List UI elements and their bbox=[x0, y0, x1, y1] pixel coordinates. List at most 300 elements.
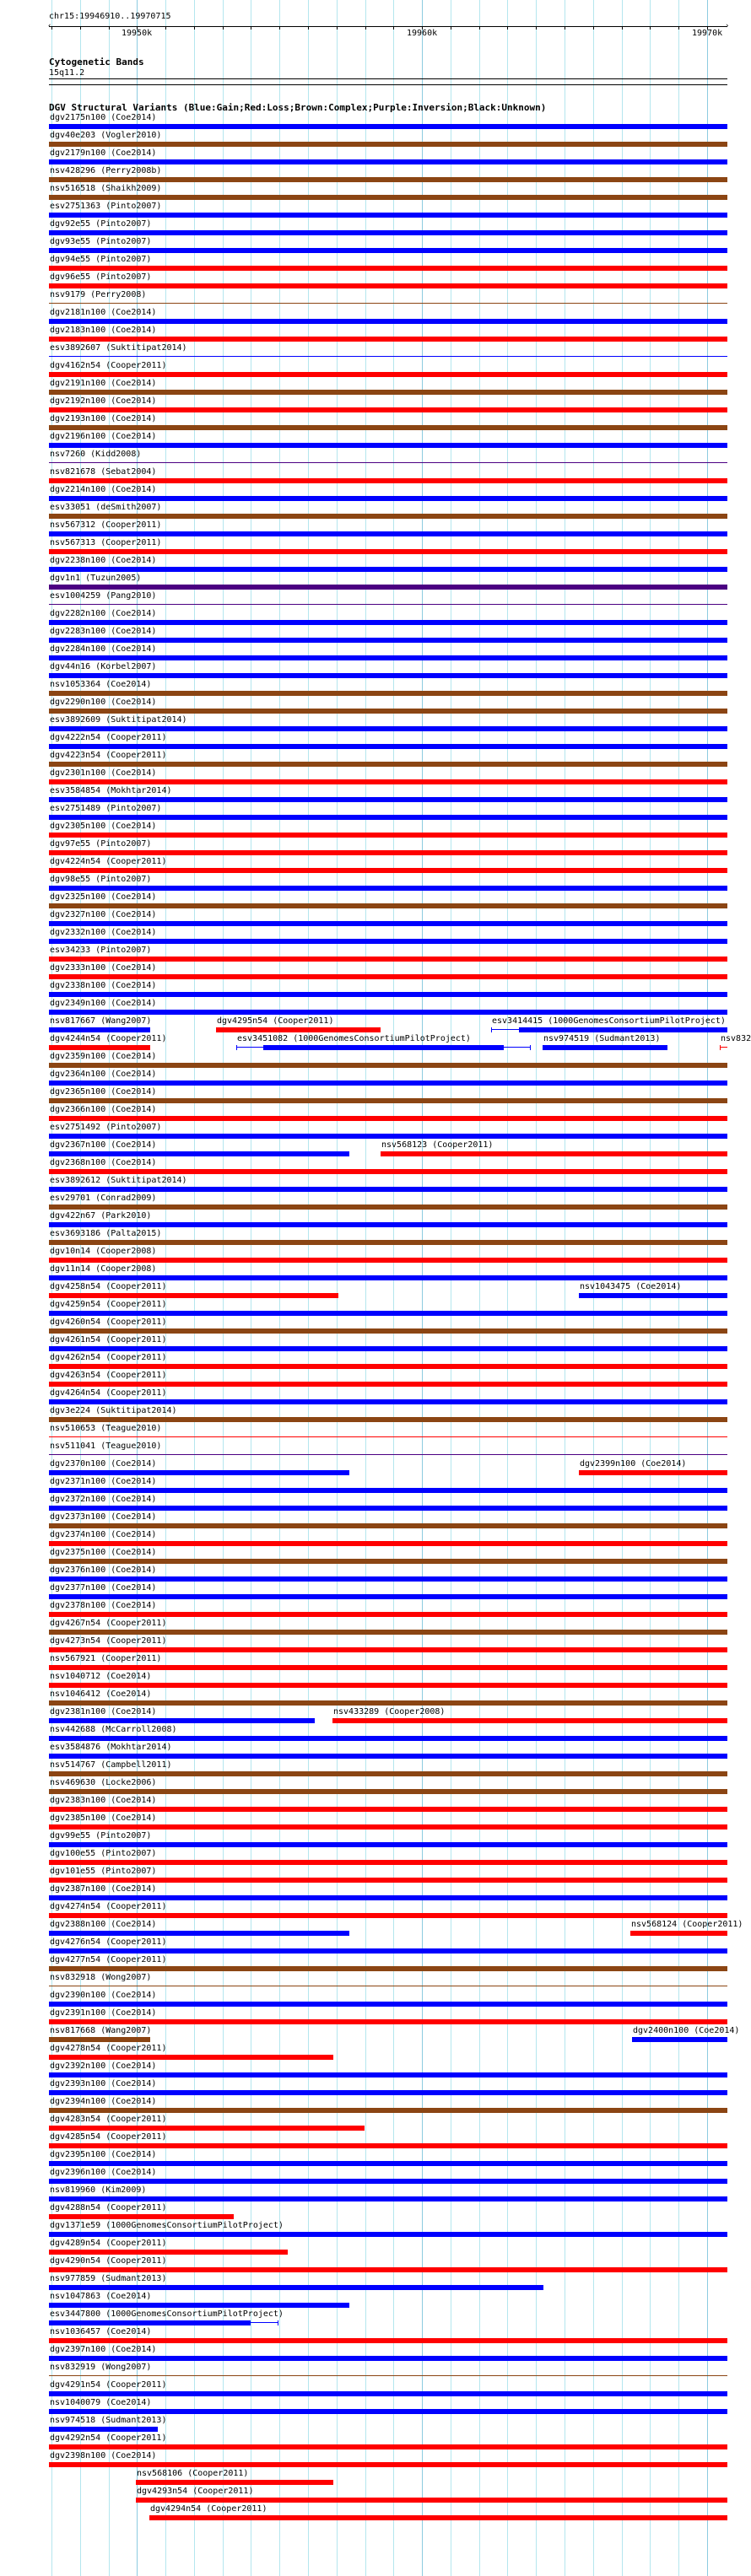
sv-feature-line[interactable] bbox=[49, 303, 727, 304]
sv-feature-bar[interactable] bbox=[49, 1630, 727, 1635]
sv-feature-bar[interactable] bbox=[49, 2232, 727, 2237]
cytoband-label[interactable]: 15q11.2 bbox=[49, 68, 85, 78]
sv-feature-label[interactable]: dgv4294n54 (Cooper2011) bbox=[150, 2504, 267, 2514]
sv-feature-bar[interactable] bbox=[49, 2126, 365, 2131]
sv-feature-label[interactable]: dgv2368n100 (Coe2014) bbox=[50, 1158, 157, 1167]
sv-feature-label[interactable]: dgv2381n100 (Coe2014) bbox=[50, 1707, 157, 1716]
sv-feature-label[interactable]: nsv469630 (Locke2006) bbox=[50, 1778, 157, 1787]
sv-feature-line[interactable] bbox=[49, 1454, 727, 1455]
sv-feature-label[interactable]: dgv2333n100 (Coe2014) bbox=[50, 963, 157, 973]
sv-feature-bar[interactable] bbox=[49, 1736, 727, 1741]
sv-feature-bar[interactable] bbox=[49, 974, 727, 979]
sv-feature-label[interactable]: nsv567313 (Cooper2011) bbox=[50, 538, 162, 547]
sv-feature-label[interactable]: dgv2393n100 (Coe2014) bbox=[50, 2079, 157, 2088]
sv-feature-bar[interactable] bbox=[49, 1718, 315, 1723]
sv-feature-bar[interactable] bbox=[49, 1134, 727, 1139]
sv-feature-label[interactable]: dgv4292n54 (Cooper2011) bbox=[50, 2433, 167, 2443]
sv-feature-label[interactable]: dgv1n1 (Tuzun2005) bbox=[50, 574, 142, 583]
sv-feature-label[interactable]: dgv98e55 (Pinto2007) bbox=[50, 875, 152, 884]
sv-feature-label[interactable]: esv3892612 (Suktitipat2014) bbox=[50, 1176, 187, 1185]
sv-feature-bar[interactable] bbox=[49, 1842, 727, 1847]
sv-feature-label[interactable]: dgv4260n54 (Cooper2011) bbox=[50, 1318, 167, 1327]
sv-feature-bar[interactable] bbox=[49, 2037, 150, 2042]
sv-feature-label[interactable]: dgv2377n100 (Coe2014) bbox=[50, 1583, 157, 1592]
sv-feature-bar[interactable] bbox=[49, 1364, 727, 1369]
sv-feature-line[interactable] bbox=[49, 462, 727, 463]
sv-feature-label[interactable]: dgv2214n100 (Coe2014) bbox=[50, 485, 157, 494]
sv-feature-line[interactable] bbox=[720, 1047, 727, 1048]
sv-feature-label[interactable]: esv3414415 (1000GenomesConsortiumPilotProject) bbox=[492, 1016, 726, 1026]
sv-feature-bar[interactable] bbox=[49, 762, 727, 767]
sv-feature-bar[interactable] bbox=[49, 2409, 727, 2414]
sv-feature-label[interactable]: dgv2359n100 (Coe2014) bbox=[50, 1052, 157, 1061]
sv-feature-label[interactable]: dgv4258n54 (Cooper2011) bbox=[50, 1282, 167, 1291]
sv-feature-label[interactable]: nsv433289 (Cooper2008) bbox=[333, 1707, 446, 1716]
sv-feature-bar[interactable] bbox=[49, 726, 727, 731]
sv-feature-bar[interactable] bbox=[49, 1647, 727, 1652]
sv-feature-bar[interactable] bbox=[49, 195, 727, 200]
sv-feature-label[interactable]: dgv3e224 (Suktitipat2014) bbox=[50, 1406, 177, 1415]
sv-feature-bar[interactable] bbox=[49, 2196, 727, 2201]
sv-feature-label[interactable]: nsv1053364 (Coe2014) bbox=[50, 680, 152, 689]
sv-feature-label[interactable]: nsv567921 (Cooper2011) bbox=[50, 1654, 162, 1663]
sv-feature-label[interactable]: dgv2305n100 (Coe2014) bbox=[50, 822, 157, 831]
sv-feature-bar[interactable] bbox=[49, 230, 727, 235]
sv-feature-label[interactable]: dgv4285n54 (Cooper2011) bbox=[50, 2132, 167, 2142]
sv-feature-label[interactable]: dgv2290n100 (Coe2014) bbox=[50, 698, 157, 707]
sv-feature-bar[interactable] bbox=[49, 992, 727, 997]
sv-feature-bar[interactable] bbox=[543, 1045, 667, 1050]
sv-feature-line[interactable] bbox=[49, 356, 727, 357]
sv-feature-label[interactable]: nsv819960 (Kim2009) bbox=[50, 2185, 147, 2195]
sv-feature-bar[interactable] bbox=[632, 2037, 727, 2042]
sv-feature-bar[interactable] bbox=[49, 2427, 158, 2432]
sv-feature-label[interactable]: nsv1043475 (Coe2014) bbox=[580, 1282, 682, 1291]
scroll-left-arrow-icon[interactable]: ‹ bbox=[47, 22, 52, 30]
sv-feature-label[interactable]: dgv96e55 (Pinto2007) bbox=[50, 272, 152, 282]
sv-feature-end-cap[interactable] bbox=[720, 1045, 721, 1050]
sv-feature-label[interactable]: esv2751489 (Pinto2007) bbox=[50, 804, 162, 813]
sv-feature-label[interactable]: dgv1371e59 (1000GenomesConsortiumPilotProject) bbox=[50, 2221, 284, 2230]
sv-feature-bar[interactable] bbox=[149, 2515, 727, 2520]
sv-feature-bar[interactable] bbox=[49, 673, 727, 678]
sv-feature-bar[interactable] bbox=[49, 744, 727, 749]
sv-feature-bar[interactable] bbox=[49, 2250, 288, 2255]
sv-feature-bar[interactable] bbox=[49, 2108, 727, 2113]
sv-feature-bar[interactable] bbox=[49, 1488, 727, 1493]
sv-feature-bar[interactable] bbox=[49, 655, 727, 660]
sv-feature-bar[interactable] bbox=[49, 1948, 727, 1954]
sv-feature-bar[interactable] bbox=[49, 567, 727, 572]
sv-feature-label[interactable]: nsv516518 (Shaikh2009) bbox=[50, 184, 162, 193]
sv-feature-label[interactable]: dgv2365n100 (Coe2014) bbox=[50, 1087, 157, 1097]
sv-feature-label[interactable]: dgv93e55 (Pinto2007) bbox=[50, 237, 152, 246]
sv-feature-bar[interactable] bbox=[49, 2303, 349, 2308]
sv-feature-bar[interactable] bbox=[579, 1470, 727, 1475]
sv-feature-bar[interactable] bbox=[49, 1576, 727, 1582]
sv-feature-label[interactable]: dgv2367n100 (Coe2014) bbox=[50, 1140, 157, 1150]
sv-feature-label[interactable]: esv2751363 (Pinto2007) bbox=[50, 202, 162, 211]
sv-feature-bar[interactable] bbox=[49, 1116, 727, 1121]
sv-feature-label[interactable]: dgv2371n100 (Coe2014) bbox=[50, 1477, 157, 1486]
sv-feature-bar[interactable] bbox=[332, 1718, 727, 1723]
sv-feature-label[interactable]: dgv4223n54 (Cooper2011) bbox=[50, 751, 167, 760]
sv-feature-bar[interactable] bbox=[49, 443, 727, 448]
sv-feature-bar[interactable] bbox=[49, 1895, 727, 1900]
sv-feature-label[interactable]: dgv2183n100 (Coe2014) bbox=[50, 326, 157, 335]
sv-feature-bar[interactable] bbox=[49, 833, 727, 838]
sv-feature-label[interactable]: nsv1040079 (Coe2014) bbox=[50, 2398, 152, 2407]
sv-feature-bar[interactable] bbox=[49, 337, 727, 342]
sv-feature-bar[interactable] bbox=[49, 1541, 727, 1546]
sv-feature-label[interactable]: dgv4261n54 (Cooper2011) bbox=[50, 1335, 167, 1345]
sv-feature-bar[interactable] bbox=[49, 1240, 727, 1245]
sv-feature-label[interactable]: nsv7260 (Kidd2008) bbox=[50, 450, 142, 459]
sv-feature-label[interactable]: dgv2383n100 (Coe2014) bbox=[50, 1796, 157, 1805]
sv-feature-label[interactable]: dgv2390n100 (Coe2014) bbox=[50, 1991, 157, 2000]
sv-feature-label[interactable]: dgv4278n54 (Cooper2011) bbox=[50, 2044, 167, 2053]
sv-feature-label[interactable]: dgv2400n100 (Coe2014) bbox=[633, 2026, 740, 2035]
sv-feature-label[interactable]: dgv4274n54 (Cooper2011) bbox=[50, 1902, 167, 1911]
sv-feature-label[interactable]: nsv510653 (Teague2010) bbox=[50, 1424, 162, 1433]
sv-feature-label[interactable]: dgv101e55 (Pinto2007) bbox=[50, 1867, 157, 1876]
sv-feature-label[interactable]: dgv2364n100 (Coe2014) bbox=[50, 1070, 157, 1079]
sv-feature-label[interactable]: dgv2179n100 (Coe2014) bbox=[50, 148, 157, 158]
sv-feature-bar[interactable] bbox=[49, 1789, 727, 1794]
sv-feature-label[interactable]: dgv2394n100 (Coe2014) bbox=[50, 2097, 157, 2106]
sv-feature-bar[interactable] bbox=[49, 1169, 727, 1174]
sv-feature-label[interactable]: nsv977859 (Sudmant2013) bbox=[50, 2274, 167, 2283]
sv-feature-bar[interactable] bbox=[49, 1860, 727, 1865]
sv-feature-bar[interactable] bbox=[49, 2072, 727, 2078]
sv-feature-label[interactable]: dgv4267n54 (Cooper2011) bbox=[50, 1619, 167, 1628]
sv-feature-label[interactable]: nsv514767 (Campbell2011) bbox=[50, 1760, 172, 1770]
sv-feature-label[interactable]: esv3447800 (1000GenomesConsortiumPilotProject) bbox=[50, 2309, 284, 2319]
sv-feature-bar[interactable] bbox=[49, 2019, 727, 2024]
sv-feature-bar[interactable] bbox=[49, 2320, 251, 2325]
sv-feature-bar[interactable] bbox=[49, 1098, 727, 1103]
sv-feature-label[interactable]: dgv2366n100 (Coe2014) bbox=[50, 1105, 157, 1114]
sv-feature-bar[interactable] bbox=[49, 1523, 727, 1528]
sv-feature-label[interactable]: dgv4293n54 (Cooper2011) bbox=[137, 2487, 254, 2496]
sv-feature-bar[interactable] bbox=[49, 1204, 727, 1210]
sv-feature-bar[interactable] bbox=[49, 2391, 727, 2396]
sv-feature-label[interactable]: dgv2193n100 (Coe2014) bbox=[50, 414, 157, 423]
sv-feature-label[interactable]: dgv2378n100 (Coe2014) bbox=[50, 1601, 157, 1610]
sv-feature-bar[interactable] bbox=[49, 1913, 727, 1918]
sv-feature-label[interactable]: dgv2196n100 (Coe2014) bbox=[50, 432, 157, 441]
sv-feature-label[interactable]: esv3584876 (Mokhtar2014) bbox=[50, 1743, 172, 1752]
sv-feature-bar[interactable] bbox=[519, 1027, 727, 1032]
sv-feature-label[interactable]: dgv2392n100 (Coe2014) bbox=[50, 2061, 157, 2071]
sv-feature-bar[interactable] bbox=[49, 1187, 727, 1192]
sv-feature-bar[interactable] bbox=[49, 372, 727, 377]
sv-feature-label[interactable]: dgv2283n100 (Coe2014) bbox=[50, 627, 157, 636]
sv-feature-label[interactable]: dgv2391n100 (Coe2014) bbox=[50, 2008, 157, 2018]
sv-feature-label[interactable]: dgv4290n54 (Cooper2011) bbox=[50, 2256, 167, 2266]
sv-feature-label[interactable]: dgv2385n100 (Coe2014) bbox=[50, 1813, 157, 1823]
sv-feature-bar[interactable] bbox=[49, 1966, 727, 1971]
sv-feature-label[interactable]: esv3693186 (Palta2015) bbox=[50, 1229, 162, 1238]
sv-feature-bar[interactable] bbox=[49, 850, 727, 855]
sv-feature-label[interactable]: dgv4283n54 (Cooper2011) bbox=[50, 2115, 167, 2124]
sv-feature-bar[interactable] bbox=[49, 319, 727, 324]
sv-feature-label[interactable]: dgv94e55 (Pinto2007) bbox=[50, 255, 152, 264]
sv-feature-line[interactable] bbox=[49, 604, 727, 605]
sv-feature-label[interactable]: dgv2372n100 (Coe2014) bbox=[50, 1495, 157, 1504]
sv-feature-label[interactable]: dgv2238n100 (Coe2014) bbox=[50, 556, 157, 565]
sv-feature-label[interactable]: dgv2398n100 (Coe2014) bbox=[50, 2451, 157, 2460]
sv-feature-bar[interactable] bbox=[49, 585, 727, 590]
sv-feature-bar[interactable] bbox=[49, 390, 727, 395]
sv-feature-label[interactable]: nsv568124 (Cooper2011) bbox=[631, 1920, 743, 1929]
sv-feature-label[interactable]: nsv568106 (Cooper2011) bbox=[137, 2469, 249, 2478]
sv-feature-label[interactable]: dgv2301n100 (Coe2014) bbox=[50, 768, 157, 778]
sv-feature-bar[interactable] bbox=[381, 1151, 727, 1156]
sv-feature-label[interactable]: dgv2191n100 (Coe2014) bbox=[50, 379, 157, 388]
sv-feature-bar[interactable] bbox=[49, 1258, 727, 1263]
sv-feature-bar[interactable] bbox=[136, 2498, 727, 2503]
sv-feature-bar[interactable] bbox=[49, 496, 727, 501]
sv-feature-bar[interactable] bbox=[49, 124, 727, 129]
sv-feature-label[interactable]: dgv4291n54 (Cooper2011) bbox=[50, 2380, 167, 2390]
sv-feature-bar[interactable] bbox=[49, 531, 727, 536]
sv-feature-bar[interactable] bbox=[49, 2143, 727, 2148]
sv-feature-label[interactable]: dgv44n16 (Korbel2007) bbox=[50, 662, 157, 671]
sv-feature-label[interactable]: esv3451082 (1000GenomesConsortiumPilotProject) bbox=[237, 1034, 471, 1043]
sv-feature-bar[interactable] bbox=[49, 2161, 727, 2166]
sv-feature-label[interactable]: dgv4222n54 (Cooper2011) bbox=[50, 733, 167, 742]
sv-feature-label[interactable]: dgv99e55 (Pinto2007) bbox=[50, 1831, 152, 1840]
sv-feature-label[interactable]: dgv4262n54 (Cooper2011) bbox=[50, 1353, 167, 1362]
sv-feature-label[interactable]: dgv40e203 (Vogler2010) bbox=[50, 131, 162, 140]
sv-feature-bar[interactable] bbox=[49, 266, 727, 271]
sv-feature-bar[interactable] bbox=[49, 1081, 727, 1086]
sv-feature-label[interactable]: esv29701 (Conrad2009) bbox=[50, 1194, 157, 1203]
sv-feature-bar[interactable] bbox=[49, 407, 727, 412]
sv-feature-bar[interactable] bbox=[49, 1470, 349, 1475]
sv-feature-label[interactable]: dgv2397n100 (Coe2014) bbox=[50, 2345, 157, 2354]
sv-feature-label[interactable]: nsv821678 (Sebat2004) bbox=[50, 467, 157, 477]
sv-feature-label[interactable]: nsv9179 (Perry2008) bbox=[50, 290, 147, 299]
sv-feature-bar[interactable] bbox=[49, 1683, 727, 1688]
sv-feature-bar[interactable] bbox=[49, 549, 727, 554]
sv-feature-label[interactable]: nsv974519 (Sudmant2013) bbox=[543, 1034, 661, 1043]
sv-feature-label[interactable]: dgv2370n100 (Coe2014) bbox=[50, 1459, 157, 1469]
sv-feature-line[interactable] bbox=[49, 2375, 727, 2376]
sv-feature-bar[interactable] bbox=[49, 2179, 727, 2184]
sv-feature-label[interactable]: dgv2325n100 (Coe2014) bbox=[50, 892, 157, 902]
sv-feature-bar[interactable] bbox=[49, 691, 727, 696]
sv-feature-bar[interactable] bbox=[49, 2338, 727, 2343]
sv-feature-bar[interactable] bbox=[49, 815, 727, 820]
sv-feature-bar[interactable] bbox=[49, 1311, 727, 1316]
sv-feature-bar[interactable] bbox=[49, 177, 727, 182]
sv-feature-bar[interactable] bbox=[49, 2444, 727, 2449]
sv-feature-label[interactable]: dgv4162n54 (Cooper2011) bbox=[50, 361, 167, 370]
sv-feature-label[interactable]: nsv1046412 (Coe2014) bbox=[50, 1689, 152, 1699]
sv-feature-bar[interactable] bbox=[49, 2055, 333, 2060]
sv-feature-label[interactable]: dgv4295n54 (Cooper2011) bbox=[217, 1016, 334, 1026]
sv-feature-label[interactable]: dgv100e55 (Pinto2007) bbox=[50, 1849, 157, 1858]
sv-feature-label[interactable]: dgv2374n100 (Coe2014) bbox=[50, 1530, 157, 1539]
sv-feature-label[interactable]: dgv2375n100 (Coe2014) bbox=[50, 1548, 157, 1557]
sv-feature-bar[interactable] bbox=[263, 1045, 504, 1050]
sv-feature-label[interactable]: dgv2395n100 (Coe2014) bbox=[50, 2150, 157, 2159]
sv-feature-bar[interactable] bbox=[49, 957, 727, 962]
sv-feature-label[interactable]: nsv832919 (Wong2007) bbox=[50, 2363, 152, 2372]
sv-feature-label[interactable]: nsv1036457 (Coe2014) bbox=[50, 2327, 152, 2336]
sv-feature-bar[interactable] bbox=[49, 213, 727, 218]
sv-feature-label[interactable]: esv3584854 (Mokhtar2014) bbox=[50, 786, 172, 795]
sv-feature-bar[interactable] bbox=[49, 1346, 727, 1351]
sv-feature-label[interactable]: nsv1047863 (Coe2014) bbox=[50, 2292, 152, 2301]
sv-feature-label[interactable]: dgv11n14 (Cooper2008) bbox=[50, 1264, 157, 1274]
sv-feature-bar[interactable] bbox=[49, 1878, 727, 1883]
sv-feature-bar[interactable] bbox=[49, 886, 727, 891]
sv-feature-bar[interactable] bbox=[49, 1754, 727, 1759]
sv-feature-bar[interactable] bbox=[49, 903, 727, 908]
sv-feature-label[interactable]: dgv4263n54 (Cooper2011) bbox=[50, 1371, 167, 1380]
sv-feature-bar[interactable] bbox=[49, 1382, 727, 1387]
sv-feature-bar[interactable] bbox=[49, 1594, 727, 1599]
sv-feature-label[interactable]: dgv2373n100 (Coe2014) bbox=[50, 1512, 157, 1522]
sv-feature-bar[interactable] bbox=[49, 1063, 727, 1068]
sv-feature-start-cap[interactable] bbox=[236, 1045, 237, 1050]
sv-feature-bar[interactable] bbox=[49, 283, 727, 288]
sv-feature-label[interactable]: dgv2175n100 (Coe2014) bbox=[50, 113, 157, 122]
sv-feature-label[interactable]: dgv4289n54 (Cooper2011) bbox=[50, 2239, 167, 2248]
sv-feature-label[interactable]: dgv10n14 (Cooper2008) bbox=[50, 1247, 157, 1256]
sv-feature-bar[interactable] bbox=[49, 2356, 727, 2361]
sv-feature-bar[interactable] bbox=[49, 248, 727, 253]
sv-feature-bar[interactable] bbox=[49, 2267, 727, 2272]
sv-feature-label[interactable]: dgv4259n54 (Cooper2011) bbox=[50, 1300, 167, 1309]
sv-feature-bar[interactable] bbox=[49, 1771, 727, 1776]
sv-feature-bar[interactable] bbox=[49, 709, 727, 714]
sv-feature-bar[interactable] bbox=[49, 779, 727, 784]
sv-feature-bar[interactable] bbox=[49, 1417, 727, 1422]
sv-feature-label[interactable]: nsv568123 (Cooper2011) bbox=[381, 1140, 494, 1150]
sv-feature-bar[interactable] bbox=[49, 2002, 727, 2007]
sv-feature-label[interactable]: dgv4276n54 (Cooper2011) bbox=[50, 1937, 167, 1947]
sv-feature-label[interactable]: dgv4273n54 (Cooper2011) bbox=[50, 1636, 167, 1646]
sv-feature-bar[interactable] bbox=[216, 1027, 381, 1032]
sv-feature-bar[interactable] bbox=[49, 1824, 727, 1830]
sv-feature-label[interactable]: dgv2388n100 (Coe2014) bbox=[50, 1920, 157, 1929]
sv-feature-bar[interactable] bbox=[49, 1612, 727, 1617]
sv-feature-bar[interactable] bbox=[49, 921, 727, 926]
sv-feature-label[interactable]: nsv1040712 (Coe2014) bbox=[50, 1672, 152, 1681]
sv-feature-bar[interactable] bbox=[49, 1275, 727, 1280]
sv-feature-bar[interactable] bbox=[49, 1559, 727, 1564]
sv-feature-label[interactable]: esv3892607 (Suktitipat2014) bbox=[50, 343, 187, 353]
sv-feature-bar[interactable] bbox=[49, 1010, 727, 1015]
sv-feature-label[interactable]: nsv832918 (Wong2007) bbox=[50, 1973, 152, 1982]
sv-feature-label[interactable]: dgv4277n54 (Cooper2011) bbox=[50, 1955, 167, 1964]
sv-feature-end-cap[interactable] bbox=[530, 1045, 531, 1050]
sv-feature-label[interactable]: dgv2399n100 (Coe2014) bbox=[580, 1459, 687, 1469]
sv-feature-label[interactable]: nsv832 bbox=[721, 1034, 751, 1043]
sv-feature-bar[interactable] bbox=[49, 620, 727, 625]
sv-feature-bar[interactable] bbox=[49, 1027, 150, 1032]
sv-feature-label[interactable]: esv3892609 (Suktitipat2014) bbox=[50, 715, 187, 725]
sv-feature-bar[interactable] bbox=[49, 868, 727, 873]
sv-feature-bar[interactable] bbox=[49, 2285, 543, 2290]
sv-feature-bar[interactable] bbox=[49, 1222, 727, 1227]
sv-feature-label[interactable]: dgv97e55 (Pinto2007) bbox=[50, 839, 152, 849]
sv-feature-start-cap[interactable] bbox=[491, 1027, 492, 1032]
sv-feature-label[interactable]: esv34233 (Pinto2007) bbox=[50, 946, 152, 955]
sv-feature-label[interactable]: esv1004259 (Pang2010) bbox=[50, 591, 157, 601]
sv-feature-bar[interactable] bbox=[49, 514, 727, 519]
sv-feature-bar[interactable] bbox=[49, 478, 727, 483]
sv-feature-bar[interactable] bbox=[49, 1931, 349, 1936]
sv-feature-bar[interactable] bbox=[49, 1807, 727, 1812]
sv-feature-label[interactable]: dgv2349n100 (Coe2014) bbox=[50, 999, 157, 1008]
sv-feature-bar[interactable] bbox=[49, 1328, 727, 1334]
sv-feature-bar[interactable] bbox=[49, 425, 727, 430]
sv-feature-bar[interactable] bbox=[49, 2214, 234, 2219]
sv-feature-bar[interactable] bbox=[49, 638, 727, 643]
sv-feature-label[interactable]: nsv817667 (Wang2007) bbox=[50, 1016, 152, 1026]
sv-feature-label[interactable]: dgv2327n100 (Coe2014) bbox=[50, 910, 157, 919]
sv-feature-label[interactable]: dgv2332n100 (Coe2014) bbox=[50, 928, 157, 937]
sv-feature-bar[interactable] bbox=[49, 1399, 727, 1404]
sv-feature-label[interactable]: nsv567312 (Cooper2011) bbox=[50, 520, 162, 530]
sv-feature-line[interactable] bbox=[49, 1436, 727, 1437]
sv-feature-label[interactable]: dgv2396n100 (Coe2014) bbox=[50, 2168, 157, 2177]
sv-feature-label[interactable]: dgv2284n100 (Coe2014) bbox=[50, 644, 157, 654]
sv-feature-bar[interactable] bbox=[49, 2462, 727, 2467]
sv-feature-label[interactable]: dgv4264n54 (Cooper2011) bbox=[50, 1388, 167, 1398]
sv-feature-label[interactable]: dgv92e55 (Pinto2007) bbox=[50, 219, 152, 229]
sv-feature-bar[interactable] bbox=[49, 1665, 727, 1670]
sv-feature-bar[interactable] bbox=[49, 1151, 349, 1156]
sv-feature-label[interactable]: dgv4224n54 (Cooper2011) bbox=[50, 857, 167, 866]
sv-feature-label[interactable]: dgv2376n100 (Coe2014) bbox=[50, 1566, 157, 1575]
sv-feature-label[interactable]: nsv817668 (Wang2007) bbox=[50, 2026, 152, 2035]
sv-feature-label[interactable]: esv2751492 (Pinto2007) bbox=[50, 1123, 162, 1132]
sv-feature-bar[interactable] bbox=[49, 1045, 150, 1050]
sv-feature-label[interactable]: dgv2387n100 (Coe2014) bbox=[50, 1884, 157, 1894]
sv-feature-bar[interactable] bbox=[49, 1506, 727, 1511]
sv-feature-label[interactable]: nsv428296 (Perry2008b) bbox=[50, 166, 162, 175]
sv-feature-bar[interactable] bbox=[49, 2090, 727, 2095]
sv-feature-bar[interactable] bbox=[49, 797, 727, 802]
sv-feature-bar[interactable] bbox=[49, 1293, 338, 1298]
sv-feature-label[interactable]: nsv974518 (Sudmant2013) bbox=[50, 2416, 167, 2425]
sv-feature-label[interactable]: dgv2282n100 (Coe2014) bbox=[50, 609, 157, 618]
sv-feature-label[interactable]: nsv442688 (McCarroll2008) bbox=[50, 1725, 177, 1734]
sv-feature-label[interactable]: dgv2192n100 (Coe2014) bbox=[50, 396, 157, 406]
sv-feature-bar[interactable] bbox=[630, 1931, 727, 1936]
sv-feature-bar[interactable] bbox=[49, 142, 727, 147]
sv-feature-bar[interactable] bbox=[49, 939, 727, 944]
sv-feature-bar[interactable] bbox=[49, 1700, 727, 1706]
sv-feature-label[interactable]: dgv2181n100 (Coe2014) bbox=[50, 308, 157, 317]
sv-feature-bar[interactable] bbox=[579, 1293, 727, 1298]
sv-feature-label[interactable]: nsv511041 (Teague2010) bbox=[50, 1442, 162, 1451]
sv-feature-label[interactable]: dgv2338n100 (Coe2014) bbox=[50, 981, 157, 990]
sv-feature-label[interactable]: esv33051 (deSmith2007) bbox=[50, 503, 162, 512]
sv-feature-bar[interactable] bbox=[49, 159, 727, 164]
sv-feature-label[interactable]: dgv4288n54 (Cooper2011) bbox=[50, 2203, 167, 2212]
sv-feature-label[interactable]: dgv4244n54 (Cooper2011) bbox=[50, 1034, 167, 1043]
sv-feature-bar[interactable] bbox=[136, 2480, 333, 2485]
sv-feature-label[interactable]: dgv422n67 (Park2010) bbox=[50, 1211, 152, 1221]
scroll-right-arrow-icon[interactable]: › bbox=[725, 22, 730, 30]
